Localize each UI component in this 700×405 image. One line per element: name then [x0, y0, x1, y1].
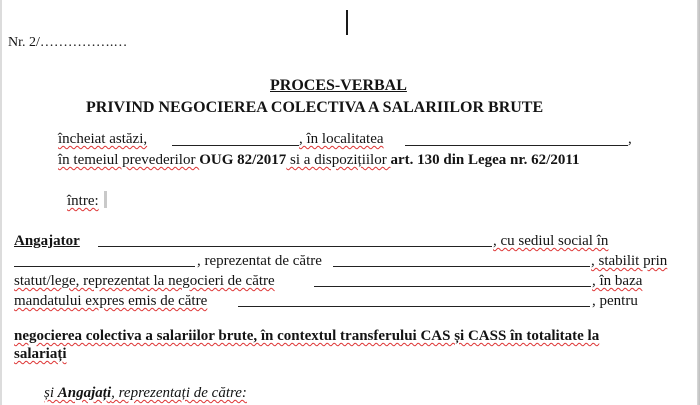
text-cu-sediul: , cu sediul social în	[493, 233, 609, 249]
doc-number: Nr. 2/…………….…	[8, 35, 128, 50]
blank-mandate-issuer[interactable]	[238, 306, 590, 307]
text-in-temeiul: în temeiul prevederilor	[58, 152, 200, 168]
doc-title: PROCES-VERBAL	[270, 77, 407, 94]
text-negocierea: negocierea colectiva a salariilor brute, în contextul transferului CAS și CASS în totalitate la	[14, 328, 600, 344]
text-dispozitiilor: si a dispozițiilor	[286, 152, 391, 168]
blank-employer-name[interactable]	[98, 246, 492, 247]
text-salariati: salariați	[14, 346, 67, 362]
text-statut-lege: statut/lege, reprezentat la negocieri de către	[14, 273, 275, 289]
blank-negotiator[interactable]	[314, 286, 591, 287]
blank-date[interactable]	[172, 145, 299, 146]
page-left-edge	[0, 0, 2, 405]
legal-basis-line	[58, 151, 580, 169]
text-si: și	[44, 385, 58, 401]
text-stabilit-prin: , stabilit prin	[591, 253, 668, 269]
blank-locality[interactable]	[405, 145, 628, 146]
text-intre: între:	[67, 193, 99, 209]
label-angajator: Angajator	[14, 233, 80, 249]
text-cursor	[346, 10, 348, 35]
text-in-localitatea: , în localitatea	[299, 131, 384, 147]
doc-subtitle: PRIVIND NEGOCIEREA COLECTIVA A SALARIILOR BRUTE	[86, 99, 544, 116]
blank-employer-address[interactable]	[14, 266, 195, 267]
text-reprezentati: , reprezentați de către:	[111, 385, 247, 401]
blank-representative[interactable]	[333, 266, 590, 267]
text-incheiat-astazi: încheiat astăzi,	[58, 131, 148, 147]
text-mandatului: mandatului expres emis de către	[14, 293, 208, 309]
cursor-marker	[104, 191, 107, 208]
employees-line	[44, 384, 247, 402]
text-oug: OUG 82/2017	[199, 152, 287, 168]
text-comma: ,	[628, 131, 632, 147]
text-reprezentat-de: , reprezentat de către	[197, 253, 322, 269]
label-angajati: Angajați	[57, 385, 112, 401]
text-in-baza: , în baza	[592, 273, 643, 289]
text-pentru: , pentru	[592, 293, 638, 309]
text-legea: art. 130 din Legea nr. 62/2011	[390, 152, 580, 168]
